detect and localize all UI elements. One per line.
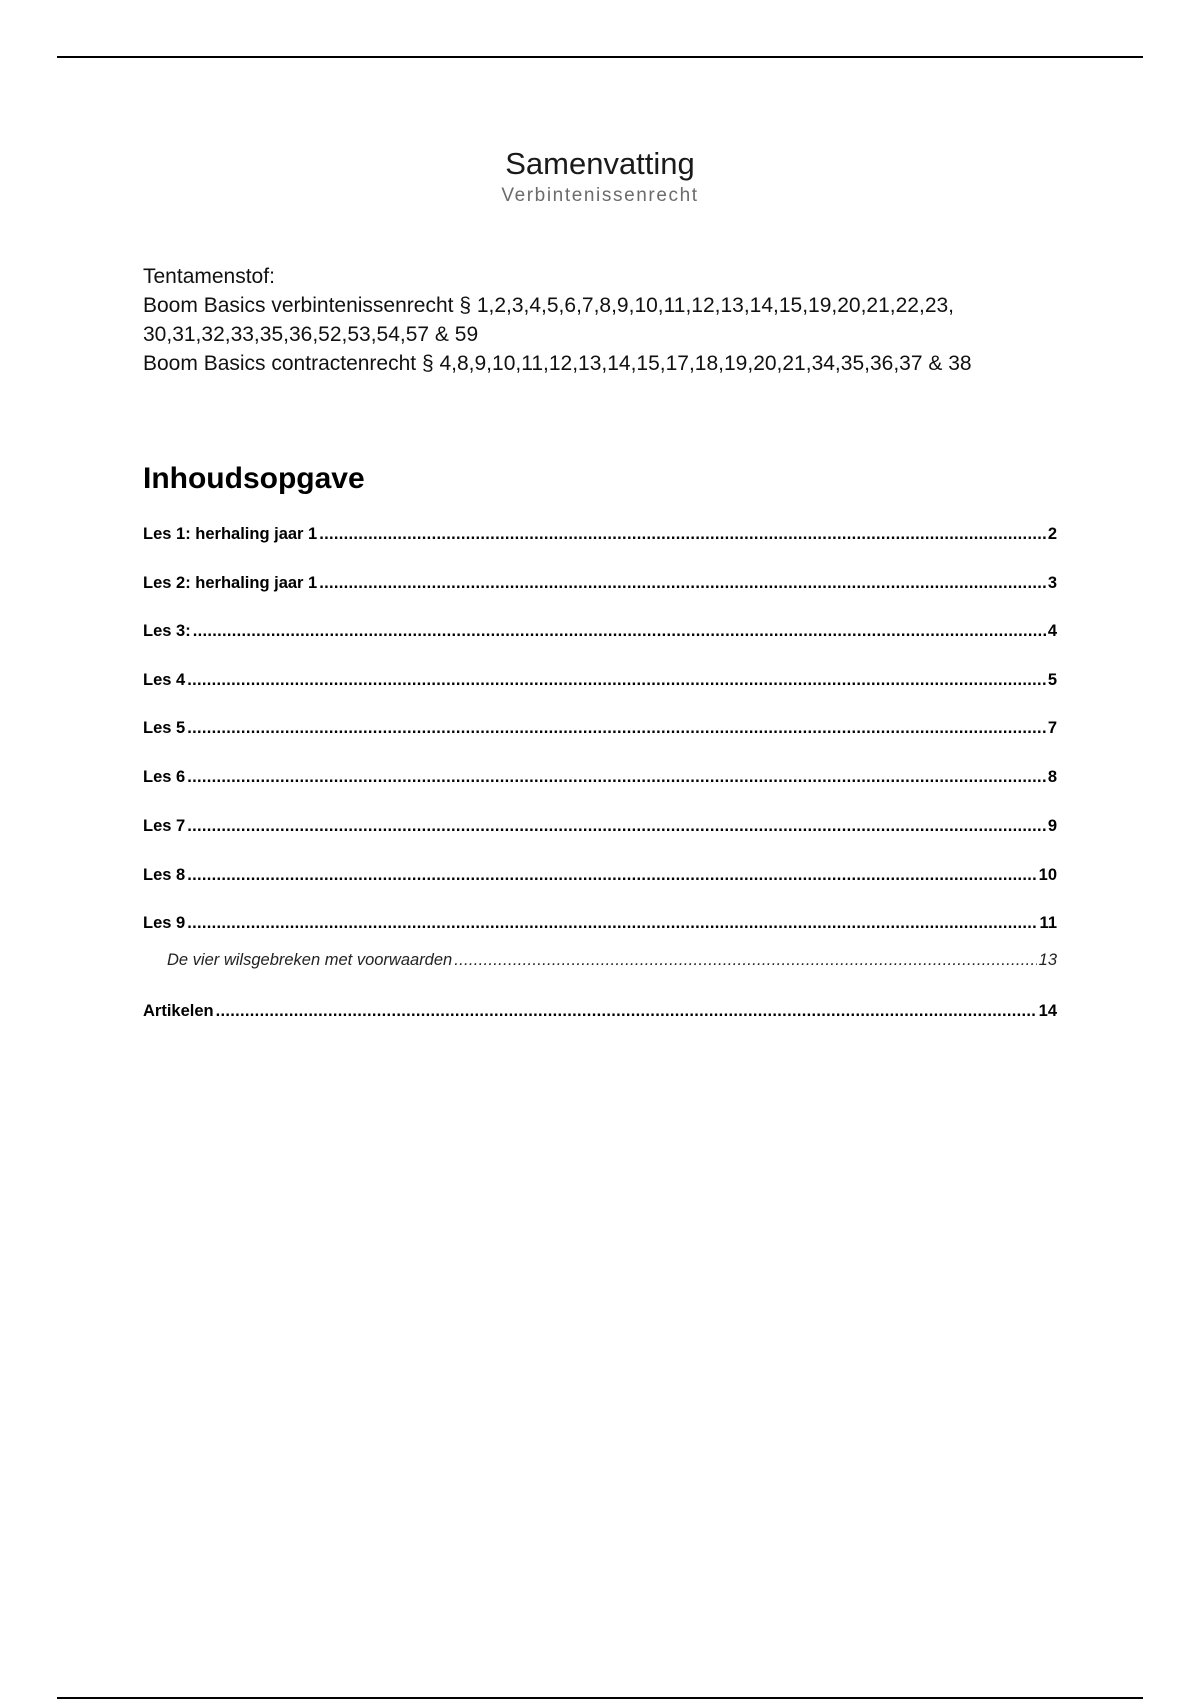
toc-entry-label: De vier wilsgebreken met voorwaarden bbox=[167, 951, 453, 969]
toc-dot-leader bbox=[319, 523, 1046, 545]
toc-dot-leader bbox=[187, 864, 1036, 886]
toc-dot-leader bbox=[454, 949, 1036, 971]
exam-material-line: Boom Basics contractenrecht § 4,8,9,10,11,12,13,14,15,17,18,19,20,21,34,35,36,37 & 38 bbox=[143, 352, 972, 375]
toc-dot-leader bbox=[187, 766, 1046, 788]
footer-rule bbox=[57, 1697, 1143, 1699]
toc-dot-leader bbox=[187, 669, 1046, 691]
toc-dot-leader bbox=[216, 1000, 1037, 1022]
toc-dot-leader bbox=[187, 717, 1046, 739]
toc-entry-wilsgebreken[interactable] bbox=[167, 949, 1057, 971]
toc-entry-page: 4 bbox=[1047, 622, 1057, 640]
header-rule bbox=[57, 56, 1143, 58]
toc-entry-les-8[interactable] bbox=[143, 864, 1057, 886]
toc-entry-page: 3 bbox=[1047, 574, 1057, 592]
toc-entry-label: Les 2: herhaling jaar 1 bbox=[143, 574, 318, 592]
toc-entry-page: 2 bbox=[1047, 525, 1057, 543]
toc-entry-page: 5 bbox=[1047, 671, 1057, 689]
toc-entry-page: 9 bbox=[1047, 817, 1057, 835]
document-subtitle: Verbintenissenrecht bbox=[501, 185, 699, 206]
exam-material-line: Boom Basics verbintenissenrecht § 1,2,3,4,5,6,7,8,9,10,11,12,13,14,15,19,20,21,22,23, bbox=[143, 294, 955, 317]
toc-entry-label: Les 9 bbox=[143, 914, 186, 932]
toc-entry-label: Les 1: herhaling jaar 1 bbox=[143, 525, 318, 543]
document-title: Samenvatting bbox=[505, 146, 695, 181]
toc-entry-les-5[interactable] bbox=[143, 717, 1057, 739]
toc-entry-les-6[interactable] bbox=[143, 766, 1057, 788]
toc-entry-label: Artikelen bbox=[143, 1002, 214, 1020]
toc-dot-leader bbox=[187, 815, 1046, 837]
exam-material-line: 30,31,32,33,35,36,52,53,54,57 & 59 bbox=[143, 323, 479, 346]
toc-entry-label: Les 4 bbox=[143, 671, 186, 689]
toc-entry-label: Les 3: bbox=[143, 622, 191, 640]
title-block bbox=[0, 145, 1200, 208]
toc-entry-les-2[interactable] bbox=[143, 572, 1057, 594]
toc-entry-page: 14 bbox=[1038, 1002, 1057, 1020]
toc-entry-les-4[interactable] bbox=[143, 669, 1057, 691]
toc-entry-label: Les 5 bbox=[143, 719, 186, 737]
toc-entry-page: 7 bbox=[1047, 719, 1057, 737]
toc-entry-page: 13 bbox=[1038, 951, 1057, 969]
toc-entry-les-9[interactable] bbox=[143, 912, 1057, 934]
toc-entry-artikelen[interactable] bbox=[143, 1000, 1057, 1022]
toc-dot-leader bbox=[187, 912, 1037, 934]
toc-entry-les-3[interactable] bbox=[143, 620, 1057, 642]
toc-dot-leader bbox=[319, 572, 1046, 594]
exam-material bbox=[143, 262, 1063, 378]
exam-material-heading: Tentamenstof: bbox=[143, 265, 275, 288]
toc-entry-label: Les 7 bbox=[143, 817, 186, 835]
toc-entry-page: 11 bbox=[1039, 914, 1057, 932]
toc-heading: Inhoudsopgave bbox=[143, 462, 365, 495]
toc-entry-page: 10 bbox=[1038, 866, 1057, 884]
toc-entry-les-1[interactable] bbox=[143, 523, 1057, 545]
toc-entry-label: Les 6 bbox=[143, 768, 186, 786]
toc-dot-leader bbox=[193, 620, 1046, 642]
toc-entry-page: 8 bbox=[1047, 768, 1057, 786]
toc-entry-les-7[interactable] bbox=[143, 815, 1057, 837]
toc-entry-label: Les 8 bbox=[143, 866, 186, 884]
